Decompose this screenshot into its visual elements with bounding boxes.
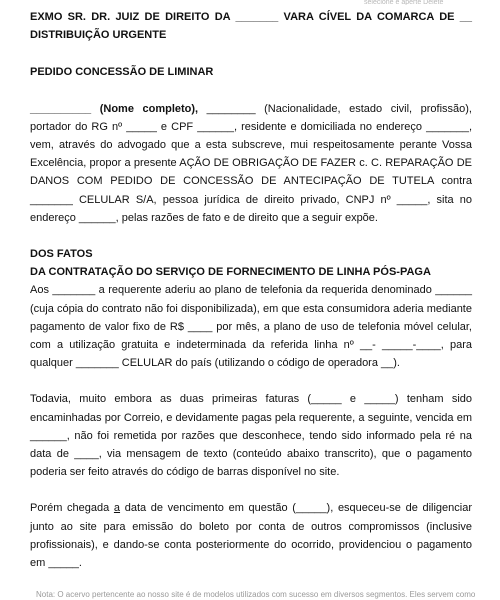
header-fragment: selecione e aperte Delete bbox=[364, 0, 444, 5]
intro-paragraph bbox=[30, 100, 472, 227]
header-line-1: EXMO SR. DR. JUIZ DE DIREITO DA _______ VARA CÍVEL DA COMARCA DE __ bbox=[30, 11, 472, 23]
section-title-fatos: DOS FATOS bbox=[30, 248, 93, 261]
intro-text: ________ (Nacionalidade, estado civil, profissão), portador do RG nº _____ e CPF ______, residente e domiciliada no endereço _______, vem, através do advogado que a esta subscreve, mui respeitosamente perante Vossa Excelência, propor a presente AÇÃO DE OBRIGAÇÃO DE FAZER c. C. REPARAÇÃO DE DANOS COM PEDIDO DE CONCESSÃO DE ANTECIPAÇÃO DE TUTELA contra _______ CELULAR S/A, pessoa jurídica de direito privado, CNPJ nº _____, sita no endereço ______, pelas razões de fato e de direito que a seguir expõe. bbox=[30, 102, 472, 224]
underlined-word: a bbox=[113, 502, 121, 515]
footer-note: Nota: O acervo pertencente ao nosso site é de modelos utilizados com sucesso em diversos segmentos. Eles servem como bbox=[36, 590, 476, 599]
paragraph-contratacao: Aos _______ a requerente aderiu ao plano de telefonia da requerida denominado ______ (cuja cópia do contrato não foi disponibilizada), em que esta consumidora aderia mediante pagamento de valor fixo de R$ ____ por mês, a plano de uso de telefonia móvel celular, com a utilização gratuita e indeterminada da referida linha nº __- _____-____, para qualquer _______ CELULAR do país (utilizando o código de operadora __). bbox=[30, 284, 472, 370]
header-line-2: DISTRIBUIÇÃO URGENTE bbox=[30, 29, 167, 42]
p3-text-start: Porém chegada bbox=[30, 502, 114, 515]
document-body bbox=[30, 8, 472, 572]
party-name-placeholder: __________ (Nome completo), bbox=[30, 102, 199, 115]
section-title-contratacao: DA CONTRATAÇÃO DO SERVIÇO DE FORNECIMENTO DE LINHA PÓS-PAGA bbox=[30, 266, 431, 279]
section-title-liminar: PEDIDO CONCESSÃO DE LIMINAR bbox=[30, 66, 214, 79]
paragraph-faturas: Todavia, muito embora as duas primeiras faturas (_____ e _____) tenham sido encaminhadas por Correio, e devidamente pagas pela requerente, a seguinte, vencida em ______, não foi remetida por razões que desconhece, tendo sido informado pela ré na data de ____, via mensagem de texto (conteúdo abaixo transcrito), que o pagamento poderia ser feito através do código de barras disponível no site. bbox=[30, 393, 472, 479]
p3-text-end: data de vencimento em questão (_____), esqueceu-se de diligenciar junto ao site para emissão do boleto por conta de outros compromissos (inclusive profissionais), e dando-se conta posteriormente do ocorrido, providenciou o pagamento em _____. bbox=[30, 502, 473, 570]
paragraph-vencimento bbox=[30, 499, 472, 572]
